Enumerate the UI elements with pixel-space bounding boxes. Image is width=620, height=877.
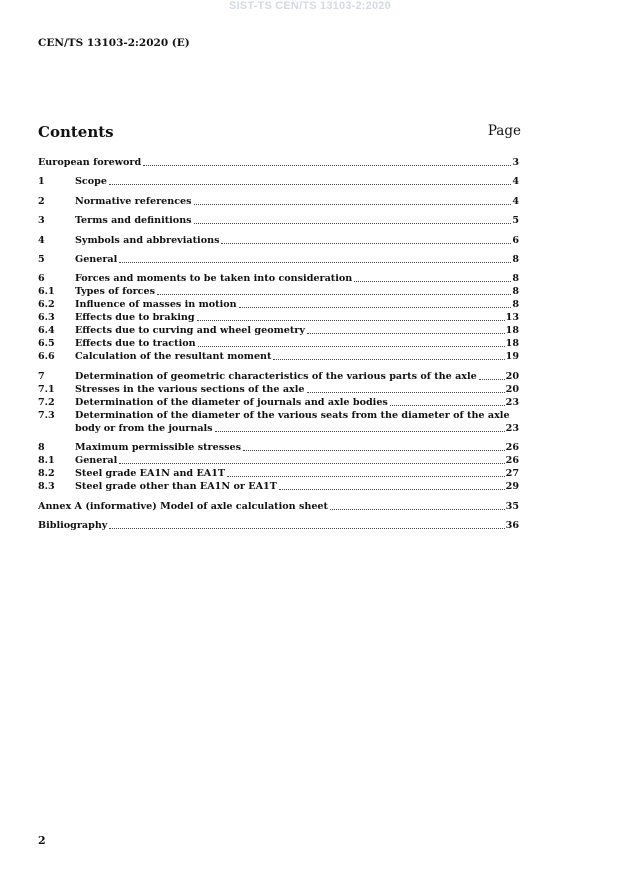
toc-entry-title: Effects due to braking	[75, 312, 195, 324]
toc-entry-1[interactable]	[38, 175, 519, 188]
toc-entry-page: 26	[505, 455, 519, 467]
toc-entry-4[interactable]	[38, 234, 519, 247]
toc-entry-page: 23	[505, 396, 519, 408]
toc-entry-title: Bibliography	[38, 519, 108, 531]
toc-entry-number: 6.3	[38, 312, 55, 324]
toc-entry-number: 6.1	[38, 286, 55, 298]
toc-entry-title-line2: body or from the journals	[75, 422, 213, 434]
toc-entry-page: 36	[505, 519, 519, 531]
toc-entry-number: 3	[38, 215, 45, 227]
toc-entry-title: Calculation of the resultant moment	[75, 351, 272, 363]
toc-entry-7-1[interactable]	[38, 383, 519, 396]
toc-entry-title: Effects due to traction	[75, 338, 196, 350]
toc-entry-page: 8	[512, 273, 519, 285]
toc-entry-title-block	[75, 409, 519, 435]
toc-entry-8-2[interactable]	[38, 467, 519, 480]
toc-entry-number: 8.1	[38, 455, 55, 467]
toc-entry-page: 27	[505, 468, 519, 480]
leader-dots	[354, 280, 511, 282]
leader-dots	[390, 404, 505, 406]
table-of-contents	[38, 156, 519, 532]
leader-dots	[227, 475, 505, 477]
toc-entry-7-3[interactable]	[38, 409, 519, 435]
leader-dots	[243, 449, 505, 451]
toc-entry-number: 6.5	[38, 338, 55, 350]
leader-dots	[307, 391, 505, 393]
toc-entry-page: 18	[505, 325, 519, 337]
toc-entry-title: European foreword	[38, 157, 142, 168]
toc-entry-6[interactable]	[38, 272, 519, 285]
toc-entry-title: Steel grade other than EA1N or EA1T	[75, 481, 277, 493]
toc-entry-page: 29	[505, 481, 519, 493]
toc-entry-number: 6.2	[38, 299, 55, 311]
toc-entry-page: 6	[512, 234, 519, 246]
toc-entry-page: 20	[505, 383, 519, 395]
leader-dots	[194, 203, 512, 205]
leader-dots	[197, 319, 505, 321]
toc-entry-title: Terms and definitions	[75, 215, 192, 227]
toc-entry-5[interactable]	[38, 253, 519, 266]
leader-dots	[479, 378, 505, 380]
toc-entry-number: 6	[38, 273, 45, 285]
toc-entry-page: 13	[505, 312, 519, 324]
leader-dots	[221, 242, 511, 244]
contents-title: Contents	[38, 123, 114, 141]
toc-entry-6-4[interactable]	[38, 324, 519, 337]
toc-entry-page: 8	[512, 253, 519, 265]
toc-entry-page: 19	[505, 351, 519, 363]
toc-entry-number: 5	[38, 253, 45, 265]
document-id: CEN/TS 13103-2:2020 (E)	[38, 37, 190, 49]
toc-entry-page: 20	[505, 370, 519, 382]
toc-entry-8-3[interactable]	[38, 480, 519, 493]
toc-entry-6-5[interactable]	[38, 337, 519, 350]
toc-entry-page: 26	[505, 442, 519, 454]
toc-entry-title: General	[75, 455, 118, 467]
toc-entry-page: 8	[512, 299, 519, 311]
toc-entry-page: 5	[512, 215, 519, 227]
toc-entry-title: Forces and moments to be taken into consideration	[75, 273, 353, 285]
toc-entry-title: Scope	[75, 176, 107, 188]
toc-entry-3[interactable]	[38, 214, 519, 227]
toc-entry-8-1[interactable]	[38, 454, 519, 467]
toc-entry-title: Influence of masses in motion	[75, 299, 237, 311]
watermark: SIST-TS CEN/TS 13103-2:2020	[229, 0, 391, 12]
toc-entry-8[interactable]	[38, 441, 519, 454]
toc-entry-page: 4	[512, 176, 519, 188]
leader-dots	[307, 332, 505, 334]
leader-dots	[273, 358, 504, 360]
leader-dots	[119, 462, 504, 464]
leader-dots	[143, 164, 511, 166]
toc-entry-7[interactable]	[38, 370, 519, 383]
toc-entry-page: 3	[512, 157, 519, 168]
toc-entry-annex-a[interactable]	[38, 500, 519, 513]
toc-entry-title: Steel grade EA1N and EA1T	[75, 468, 226, 480]
toc-entry-title-line1: Determination of the diameter of the various seats from the diameter of the axle	[75, 409, 510, 421]
page-column-label: Page	[487, 123, 521, 139]
toc-entry-2[interactable]	[38, 195, 519, 208]
toc-entry-bibliography[interactable]	[38, 519, 519, 532]
leader-dots	[330, 508, 505, 510]
toc-entry-title: Stresses in the various sections of the axle	[75, 383, 305, 395]
toc-entry-7-2[interactable]	[38, 396, 519, 409]
toc-entry-page: 8	[512, 286, 519, 298]
toc-entry-number: 7.3	[38, 409, 55, 421]
toc-entry-number: 8	[38, 442, 45, 454]
toc-entry-title: Determination of the diameter of journals and axle bodies	[75, 396, 388, 408]
toc-entry-number: 8.3	[38, 481, 55, 493]
toc-entry-number: 1	[38, 176, 45, 188]
leader-dots	[109, 183, 511, 185]
toc-entry-title: Determination of geometric characteristics of the various parts of the axle	[75, 370, 477, 382]
toc-entry-title: Types of forces	[75, 286, 156, 298]
toc-entry-6-6[interactable]	[38, 350, 519, 363]
toc-entry-title: Effects due to curving and wheel geometry	[75, 325, 305, 337]
leader-dots	[109, 527, 504, 529]
leader-dots	[198, 345, 505, 347]
toc-entry-number: 4	[38, 234, 45, 246]
leader-dots	[194, 222, 512, 224]
toc-entry-page: 23	[505, 422, 519, 434]
leader-dots	[157, 293, 511, 295]
toc-entry-number: 7.1	[38, 383, 55, 395]
toc-entry-title: Normative references	[75, 195, 192, 207]
toc-entry-title: Symbols and abbreviations	[75, 234, 220, 246]
toc-entry-number: 7.2	[38, 396, 55, 408]
contents-header	[38, 123, 521, 143]
toc-entry-title: Annex A (informative) Model of axle calculation sheet	[38, 500, 328, 512]
toc-entry-number: 6.4	[38, 325, 55, 337]
toc-entry-title: Maximum permissible stresses	[75, 442, 242, 454]
toc-entry-page: 4	[512, 195, 519, 207]
toc-entry-number: 6.6	[38, 351, 55, 363]
toc-entry-number: 2	[38, 195, 45, 207]
toc-entry-european-foreword[interactable]	[38, 156, 519, 169]
toc-entry-6-2[interactable]	[38, 298, 519, 311]
leader-dots	[279, 488, 505, 490]
toc-entry-number: 7	[38, 370, 45, 382]
toc-entry-6-1[interactable]	[38, 285, 519, 298]
toc-entry-page: 18	[505, 338, 519, 350]
leader-dots	[215, 430, 505, 432]
toc-entry-number: 8.2	[38, 468, 55, 480]
toc-entry-page: 35	[505, 500, 519, 512]
toc-entry-title: General	[75, 253, 118, 265]
leader-dots	[239, 306, 512, 308]
leader-dots	[119, 261, 511, 263]
page-number: 2	[38, 834, 46, 847]
toc-entry-6-3[interactable]	[38, 311, 519, 324]
